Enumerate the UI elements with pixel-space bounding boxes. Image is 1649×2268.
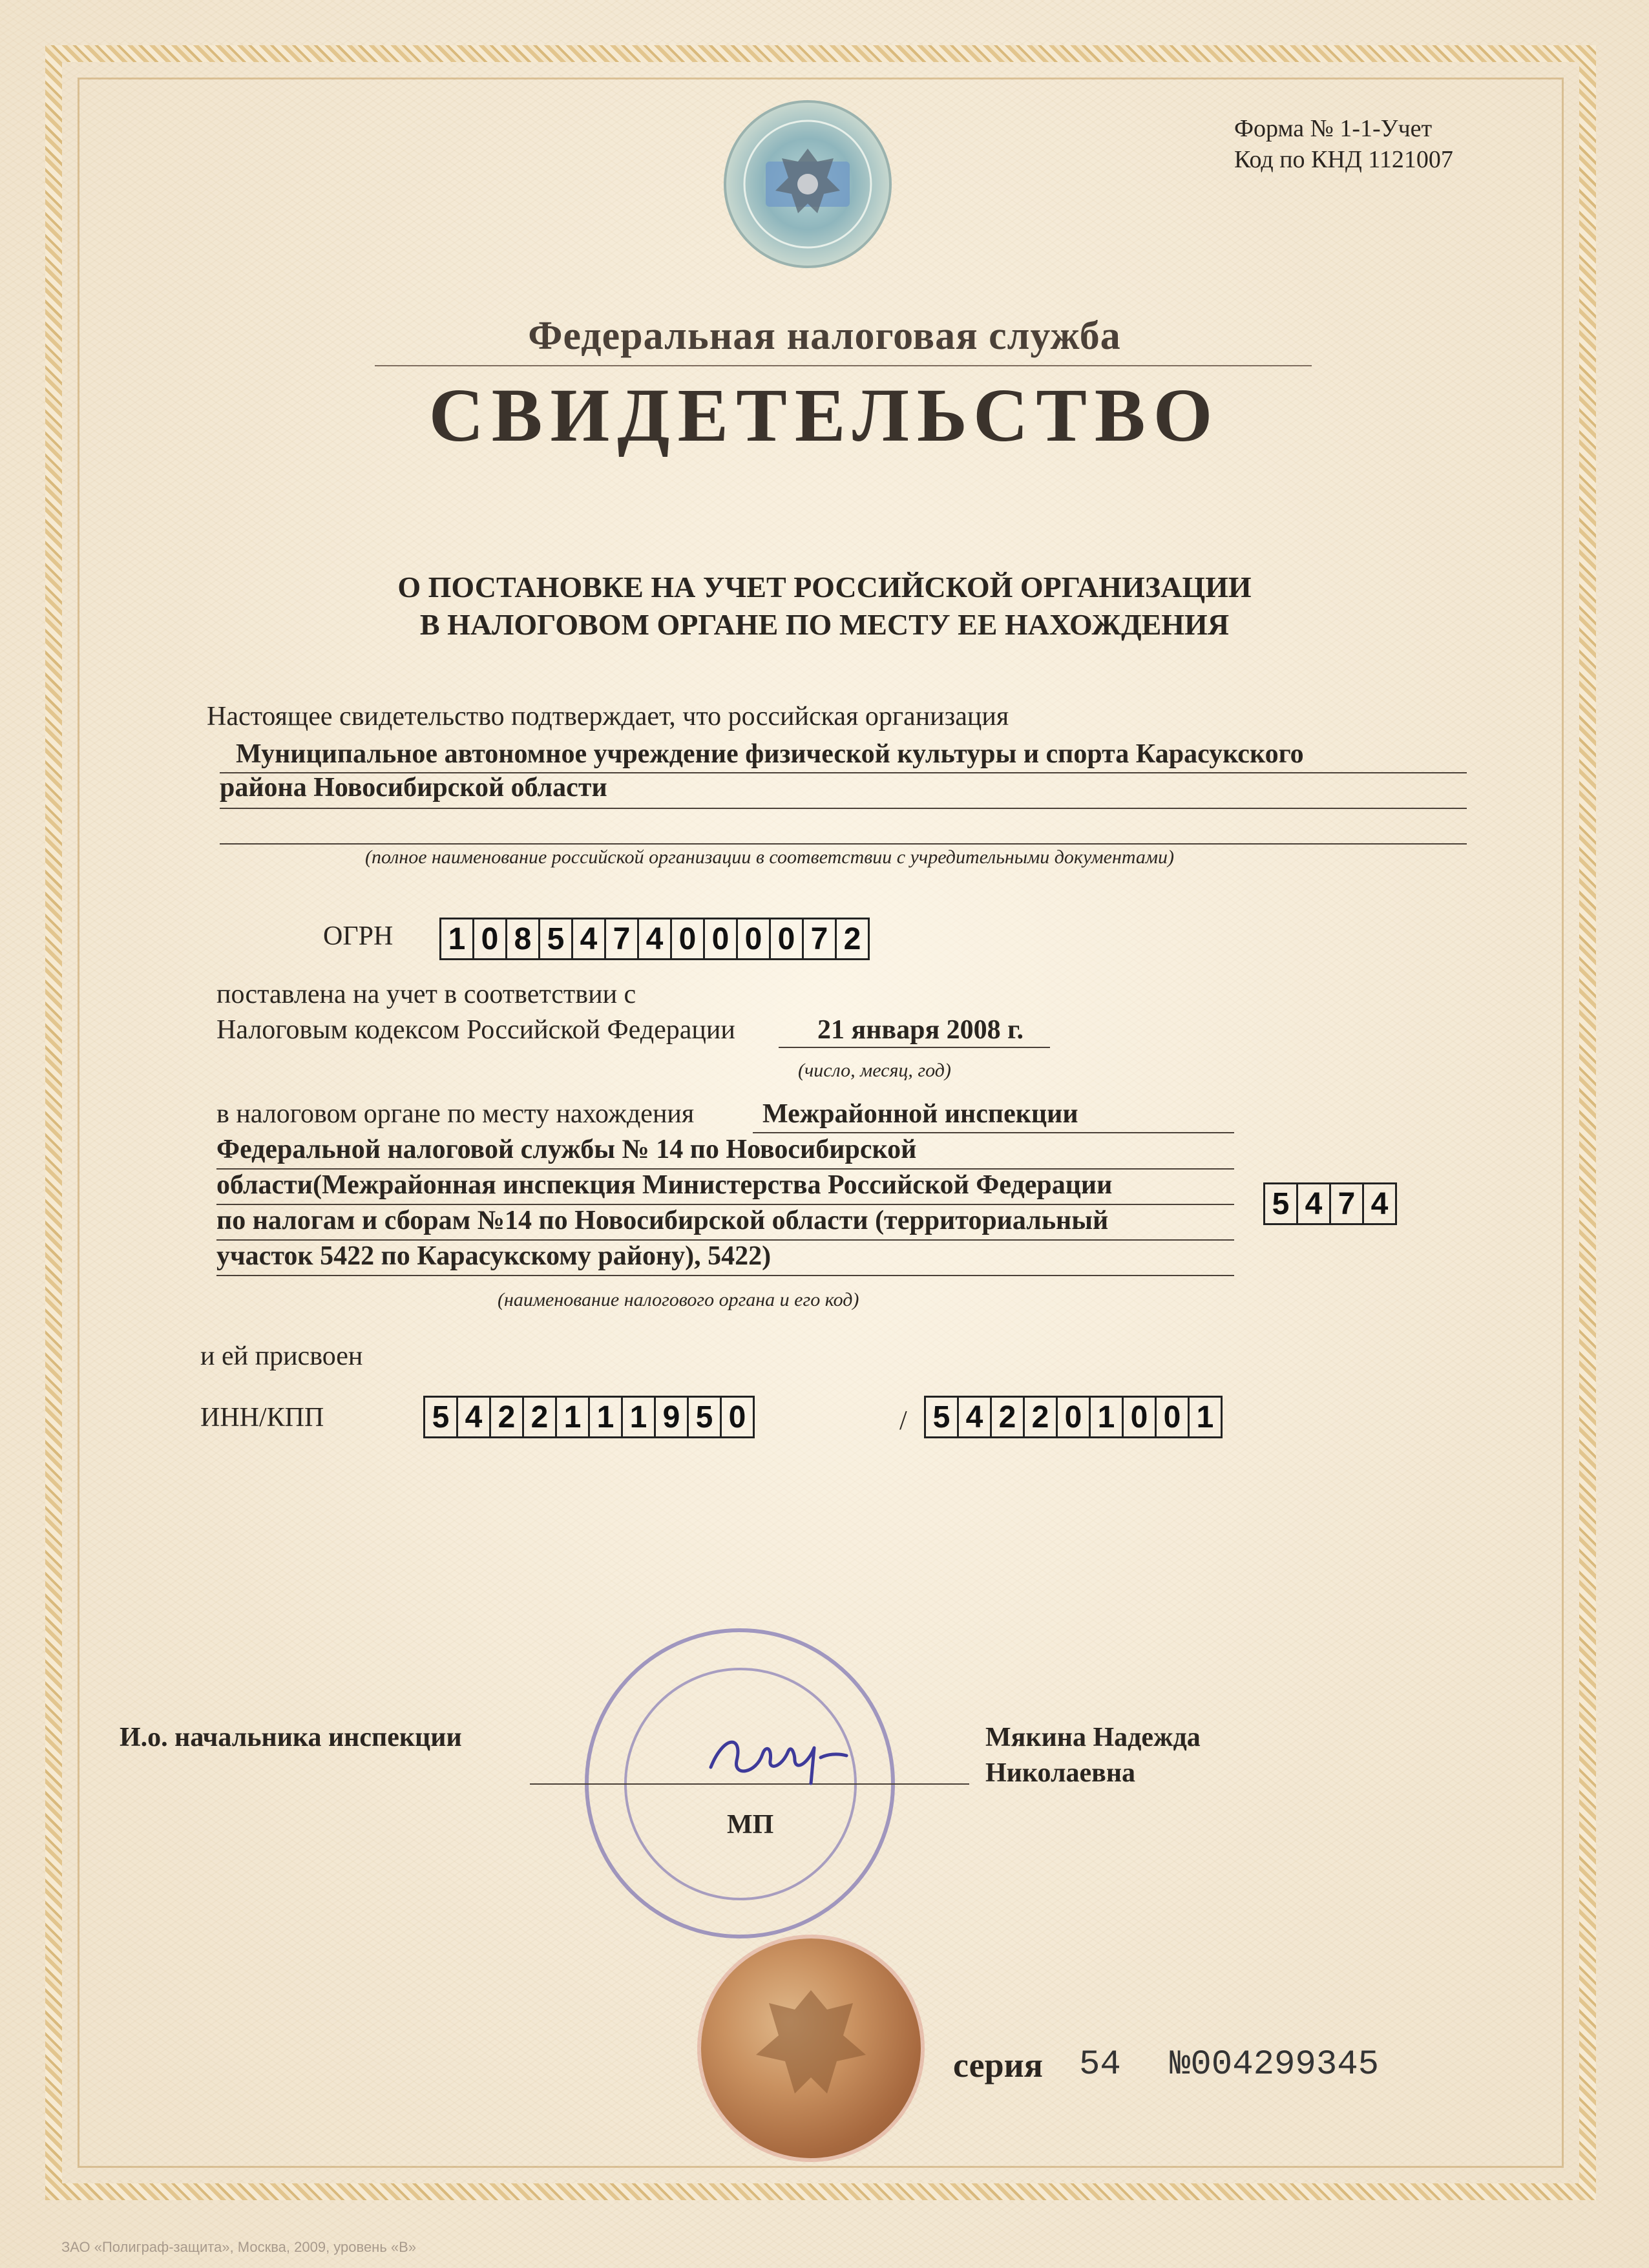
organization-intro: Настоящее свидетельство подтверждает, что российская организация [207,702,1009,731]
registration-date-line [779,1047,1050,1048]
inn-cells [423,1396,755,1438]
kpp-digit: 0 [1058,1398,1091,1436]
agency-name: Федеральная налоговая служба [528,314,1121,358]
ogrn-digit: 0 [771,919,804,958]
ogrn-cells [439,918,870,960]
inn-digit: 1 [590,1398,623,1436]
inn-digit: 2 [524,1398,557,1436]
form-identifier [1234,113,1453,175]
knd-code: Код по КНД 1121007 [1234,146,1453,173]
organization-line-3 [220,843,1467,845]
organization-line-2 [220,808,1467,809]
tax-authority-caption: (наименование налогового органа и его код) [498,1289,859,1310]
kpp-digit: 1 [1091,1398,1124,1436]
kpp-digit: 2 [1025,1398,1058,1436]
ogrn-digit: 0 [705,919,738,958]
series-value: 54 [1079,2045,1121,2084]
kpp-digit: 0 [1124,1398,1157,1436]
ogrn-digit: 0 [738,919,771,958]
tax-code-digit: 4 [1298,1184,1331,1223]
inn-kpp-label: ИНН/КПП [200,1403,324,1433]
tax-authority-rule-5 [216,1275,1234,1276]
kpp-digit: 5 [926,1398,959,1436]
tax-authority-code-cells [1263,1182,1397,1225]
inn-digit: 9 [656,1398,689,1436]
tax-code-digit: 4 [1371,1186,1389,1221]
signatory-position: И.о. начальника инспекции [120,1723,462,1752]
inn-digit: 4 [458,1398,491,1436]
series-label: серия [953,2046,1043,2084]
subtitle-line-2: В НАЛОГОВОМ ОРГАНЕ ПО МЕСТУ ЕЕ НАХОЖДЕНИЯ [419,608,1230,641]
kpp-cells [924,1396,1223,1438]
assigned-label: и ей присвоен [200,1341,363,1371]
kpp-digit: 2 [992,1398,1025,1436]
inn-digit: 2 [491,1398,524,1436]
organization-name-line-2: района Новосибирской области [220,773,607,803]
registration-line-1: поставлена на учет в соответствии с [216,980,636,1009]
subtitle-line-1: О ПОСТАНОВКЕ НА УЧЕТ РОССИЙСКОЙ ОРГАНИЗАЦИИ [397,571,1252,604]
tax-authority-line-4: по налогам и сборам №14 по Новосибирской области (территориальный [216,1206,1109,1235]
kpp-digit: 4 [959,1398,992,1436]
organization-name-line-1: Муниципальное автономное учреждение физической культуры и спорта Карасукского [236,739,1304,769]
certificate-number: №004299345 [1170,2045,1380,2084]
kpp-digit: 1 [1196,1400,1214,1434]
handwritten-signature-icon [698,1722,859,1793]
form-number: Форма № 1-1-Учет [1234,115,1433,142]
tax-authority-line-1: Межрайонной инспекции [762,1099,1078,1129]
registration-date: 21 января 2008 г. [817,1015,1024,1045]
inn-digit: 1 [623,1398,656,1436]
signatory-name-line-2: Николаевна [985,1758,1136,1788]
ogrn-digit: 4 [639,919,672,958]
tax-authority-line-3: области(Межрайонная инспекция Министерства Российской Федерации [216,1170,1113,1200]
inn-digit: 1 [557,1398,590,1436]
gold-seal [701,1938,921,2158]
inn-digit: 5 [425,1398,458,1436]
inn-kpp-separator: / [899,1406,907,1436]
ogrn-digit: 1 [441,919,474,958]
ogrn-digit: 8 [507,919,540,958]
ogrn-digit: 0 [672,919,705,958]
tax-authority-rule-1 [753,1132,1234,1133]
signatory-name-line-1: Мякина Надежда [985,1723,1201,1752]
ogrn-digit: 4 [573,919,606,958]
ogrn-digit: 5 [540,919,573,958]
registration-line-2: Налоговым кодексом Российской Федерации [216,1015,735,1045]
tax-authority-line-5: участок 5422 по Карасукскому району), 5422) [216,1241,772,1271]
document-title: СВИДЕТЕЛЬСТВО [428,373,1221,457]
tax-authority-intro: в налоговом органе по месту нахождения [216,1099,695,1129]
organization-caption: (полное наименование российской организации в соответствии с учредительными документами) [365,846,1175,868]
tax-code-digit: 7 [1331,1184,1364,1223]
agency-divider [375,365,1312,366]
ogrn-digit: 2 [843,921,861,956]
tax-code-digit: 5 [1265,1184,1298,1223]
ogrn-digit: 0 [474,919,507,958]
printer-note: ЗАО «Полиграф-защита», Москва, 2009, уровень «В» [61,2239,417,2255]
document-subtitle [0,569,1649,644]
inn-digit: 0 [728,1400,746,1434]
hologram-emblem-icon [720,97,895,271]
stamp-place-label: МП [727,1810,774,1840]
tax-authority-line-2: Федеральной налоговой службы № 14 по Новосибирской [216,1135,917,1164]
kpp-digit: 0 [1157,1398,1190,1436]
ogrn-digit: 7 [804,919,837,958]
date-caption: (число, месяц, год) [798,1060,951,1081]
ogrn-label: ОГРН [323,921,394,951]
double-headed-eagle-icon [701,1938,921,2158]
ogrn-digit: 7 [606,919,639,958]
inn-digit: 5 [689,1398,722,1436]
